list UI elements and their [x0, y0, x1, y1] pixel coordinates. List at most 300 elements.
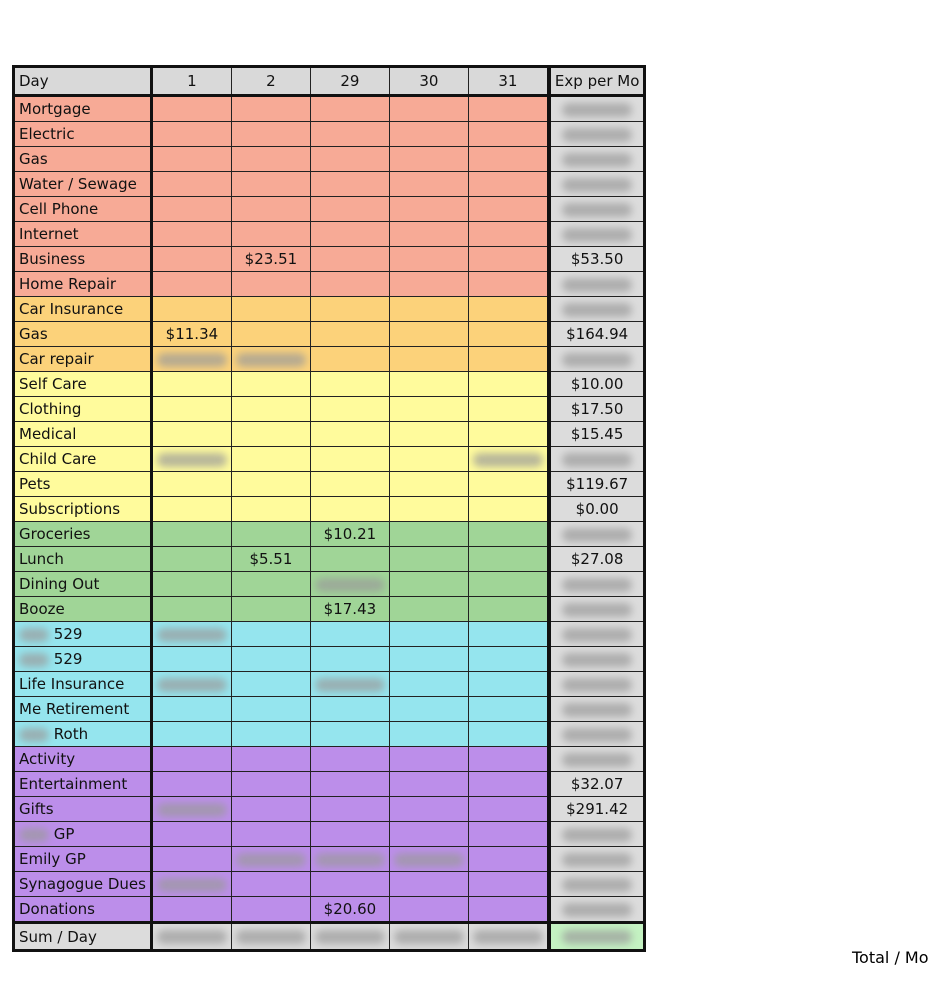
row-label-text: Roth [53, 725, 89, 743]
day-cell[interactable] [389, 197, 468, 222]
day-cell[interactable] [389, 272, 468, 297]
day-cell[interactable]: $5.51 [231, 547, 310, 572]
row-label[interactable] [14, 872, 152, 897]
table-row [14, 222, 645, 247]
day-cell[interactable] [468, 697, 549, 722]
row-label[interactable] [14, 372, 152, 397]
day-cell[interactable] [389, 572, 468, 597]
day-cell[interactable] [389, 96, 468, 122]
day-cell[interactable] [310, 772, 389, 797]
day-cell[interactable] [468, 172, 549, 197]
day-cell[interactable]: $10.21 [310, 522, 389, 547]
day-cell[interactable] [231, 222, 310, 247]
day-cell[interactable] [151, 697, 231, 722]
row-label[interactable] [14, 572, 152, 597]
exp-per-month-cell[interactable]: $17.50 [549, 397, 645, 422]
exp-per-month-cell[interactable]: $119.67 [549, 472, 645, 497]
day-cell[interactable] [310, 447, 389, 472]
row-label[interactable] [14, 747, 152, 772]
day-cell[interactable] [389, 722, 468, 747]
day-cell[interactable] [468, 272, 549, 297]
day-cell[interactable] [151, 472, 231, 497]
exp-per-month-cell[interactable] [549, 697, 645, 722]
day-cell[interactable] [389, 247, 468, 272]
day-cell[interactable] [151, 297, 231, 322]
redacted-value [562, 178, 632, 192]
row-label[interactable] [14, 422, 152, 447]
day-cell[interactable] [310, 122, 389, 147]
row-label-text: Self Care [19, 375, 87, 393]
day-cell[interactable] [231, 172, 310, 197]
day-cell[interactable] [151, 272, 231, 297]
header-day-31[interactable]: 31 [468, 67, 549, 96]
day-cell[interactable] [389, 147, 468, 172]
row-label[interactable] [14, 547, 152, 572]
day-cell[interactable] [310, 722, 389, 747]
day-cell[interactable] [151, 822, 231, 847]
day-cell[interactable] [468, 347, 549, 372]
day-cell[interactable]: $11.34 [151, 322, 231, 347]
day-cell[interactable] [231, 822, 310, 847]
table-row [14, 247, 645, 272]
row-label[interactable] [14, 297, 152, 322]
day-cell[interactable] [389, 397, 468, 422]
day-cell[interactable] [468, 722, 549, 747]
day-cell[interactable] [151, 447, 231, 472]
day-cell[interactable] [231, 96, 310, 122]
day-cell[interactable] [468, 497, 549, 522]
header-day-1[interactable]: 1 [151, 67, 231, 96]
day-cell[interactable] [310, 647, 389, 672]
exp-per-month-cell[interactable] [549, 447, 645, 472]
redacted-value [562, 628, 632, 642]
day-cell[interactable] [231, 322, 310, 347]
day-cell[interactable] [310, 347, 389, 372]
table-row [14, 322, 645, 347]
day-cell[interactable] [231, 372, 310, 397]
day-cell[interactable] [468, 247, 549, 272]
day-cell[interactable] [310, 372, 389, 397]
exp-per-month-cell[interactable] [549, 597, 645, 622]
day-cell[interactable] [231, 397, 310, 422]
day-cell[interactable] [151, 747, 231, 772]
exp-per-month-cell[interactable] [549, 272, 645, 297]
day-cell[interactable] [468, 847, 549, 872]
row-label[interactable] [14, 697, 152, 722]
day-cell[interactable] [151, 172, 231, 197]
day-cell[interactable]: $23.51 [231, 247, 310, 272]
row-label[interactable] [14, 647, 152, 672]
day-cell[interactable] [468, 797, 549, 822]
row-label[interactable] [14, 247, 152, 272]
exp-per-month-cell[interactable]: $0.00 [549, 497, 645, 522]
day-cell[interactable] [310, 547, 389, 572]
table-row [14, 147, 645, 172]
day-cell[interactable] [468, 447, 549, 472]
day-cell[interactable] [151, 847, 231, 872]
day-cell[interactable] [468, 472, 549, 497]
day-cell[interactable] [389, 747, 468, 772]
day-cell[interactable] [151, 96, 231, 122]
day-cell[interactable] [151, 647, 231, 672]
day-cell[interactable] [231, 697, 310, 722]
redacted-value [562, 453, 632, 467]
row-label-text: Subscriptions [19, 500, 121, 518]
exp-per-month-cell[interactable] [549, 197, 645, 222]
exp-per-month-cell[interactable] [549, 122, 645, 147]
day-cell[interactable] [468, 872, 549, 897]
day-cell[interactable] [151, 522, 231, 547]
header-row [14, 67, 645, 96]
header-day-2[interactable]: 2 [231, 67, 310, 96]
day-cell[interactable] [151, 547, 231, 572]
exp-per-month-cell[interactable] [549, 897, 645, 923]
total-month-cell[interactable] [549, 923, 645, 951]
day-cell[interactable] [310, 172, 389, 197]
day-cell[interactable] [231, 872, 310, 897]
row-label[interactable] [14, 172, 152, 197]
row-label-text: Activity [19, 750, 76, 768]
table-row [14, 122, 645, 147]
day-cell[interactable] [389, 697, 468, 722]
day-cell[interactable] [468, 597, 549, 622]
day-cell[interactable] [231, 672, 310, 697]
exp-per-month-cell[interactable] [549, 572, 645, 597]
exp-per-month-cell[interactable] [549, 622, 645, 647]
day-cell[interactable] [231, 472, 310, 497]
exp-per-month-cell[interactable] [549, 722, 645, 747]
table-row [14, 96, 645, 122]
row-label-text: 529 [53, 625, 83, 643]
day-cell[interactable] [151, 222, 231, 247]
row-label-text: Booze [19, 600, 65, 618]
header-day[interactable]: Day [14, 67, 152, 96]
exp-per-month-cell[interactable] [549, 347, 645, 372]
day-cell[interactable] [151, 372, 231, 397]
sum-day-cell[interactable] [151, 923, 231, 951]
table-row [14, 497, 645, 522]
row-label[interactable] [14, 96, 152, 122]
day-cell[interactable] [231, 122, 310, 147]
day-cell[interactable] [389, 647, 468, 672]
exp-per-month-cell[interactable] [549, 297, 645, 322]
day-cell[interactable] [231, 447, 310, 472]
day-cell[interactable] [310, 322, 389, 347]
day-cell[interactable] [231, 797, 310, 822]
day-cell[interactable] [468, 772, 549, 797]
row-label[interactable] [14, 522, 152, 547]
row-label[interactable] [14, 672, 152, 697]
row-label[interactable] [14, 397, 152, 422]
day-cell[interactable] [151, 197, 231, 222]
day-cell[interactable] [468, 522, 549, 547]
header-exp-per-month[interactable]: Exp per Mo [549, 67, 645, 96]
day-cell[interactable] [468, 147, 549, 172]
day-cell[interactable] [310, 472, 389, 497]
row-label[interactable] [14, 822, 152, 847]
day-cell[interactable] [389, 497, 468, 522]
day-cell[interactable] [389, 672, 468, 697]
header-day-29[interactable]: 29 [310, 67, 389, 96]
day-cell[interactable] [231, 572, 310, 597]
exp-per-month-cell[interactable] [549, 747, 645, 772]
exp-per-month-cell[interactable]: $10.00 [549, 372, 645, 397]
table-row [14, 547, 645, 572]
day-cell[interactable] [151, 247, 231, 272]
exp-per-month-cell[interactable] [549, 522, 645, 547]
day-cell[interactable] [389, 772, 468, 797]
exp-per-month-cell[interactable] [549, 147, 645, 172]
day-cell[interactable] [151, 872, 231, 897]
day-cell[interactable] [231, 747, 310, 772]
day-cell[interactable] [310, 622, 389, 647]
day-cell[interactable] [231, 522, 310, 547]
row-label[interactable] [14, 797, 152, 822]
exp-per-month-cell[interactable] [549, 222, 645, 247]
day-cell[interactable] [389, 597, 468, 622]
exp-per-month-cell[interactable] [549, 847, 645, 872]
row-label-text: GP [53, 825, 75, 843]
day-cell[interactable] [151, 397, 231, 422]
day-cell[interactable] [151, 347, 231, 372]
day-cell[interactable] [310, 397, 389, 422]
day-cell[interactable] [389, 847, 468, 872]
day-cell[interactable] [468, 372, 549, 397]
day-cell[interactable] [389, 872, 468, 897]
row-label-text: Me Retirement [19, 700, 130, 718]
table-row [14, 372, 645, 397]
sum-row [14, 923, 645, 951]
row-label[interactable] [14, 597, 152, 622]
row-label-text: Car repair [19, 350, 94, 368]
day-cell[interactable] [151, 672, 231, 697]
day-cell[interactable] [310, 497, 389, 522]
day-cell[interactable] [468, 747, 549, 772]
sum-day-cell[interactable] [468, 923, 549, 951]
day-cell[interactable] [231, 897, 310, 923]
day-cell[interactable] [389, 622, 468, 647]
table-row [14, 797, 645, 822]
redacted-value [562, 353, 632, 367]
day-cell[interactable] [231, 647, 310, 672]
day-cell[interactable] [468, 222, 549, 247]
row-label[interactable] [14, 347, 152, 372]
row-label[interactable] [14, 897, 152, 923]
day-cell[interactable] [389, 297, 468, 322]
day-cell[interactable] [468, 96, 549, 122]
redacted-value [236, 853, 306, 867]
day-cell[interactable] [151, 497, 231, 522]
table-row [14, 622, 645, 647]
exp-per-month-cell[interactable]: $291.42 [549, 797, 645, 822]
exp-per-month-cell[interactable]: $164.94 [549, 322, 645, 347]
day-cell[interactable] [151, 572, 231, 597]
row-label[interactable] [14, 472, 152, 497]
table-row [14, 347, 645, 372]
redacted-value [562, 128, 632, 142]
row-label[interactable] [14, 272, 152, 297]
day-cell[interactable] [389, 522, 468, 547]
row-label[interactable] [14, 222, 152, 247]
day-cell[interactable] [468, 897, 549, 923]
redacted-value [562, 103, 632, 117]
day-cell[interactable] [389, 797, 468, 822]
day-cell[interactable] [468, 822, 549, 847]
day-cell[interactable] [389, 472, 468, 497]
day-cell[interactable] [389, 222, 468, 247]
sum-day-cell[interactable] [231, 923, 310, 951]
exp-per-month-cell[interactable] [549, 872, 645, 897]
day-cell[interactable] [389, 122, 468, 147]
day-cell[interactable] [151, 772, 231, 797]
table-row [14, 197, 645, 222]
day-cell[interactable] [151, 147, 231, 172]
day-cell[interactable] [389, 347, 468, 372]
row-label[interactable] [14, 722, 152, 747]
day-cell[interactable] [151, 722, 231, 747]
exp-per-month-cell[interactable]: $53.50 [549, 247, 645, 272]
row-label[interactable] [14, 447, 152, 472]
row-label[interactable] [14, 197, 152, 222]
day-cell[interactable] [151, 597, 231, 622]
day-cell[interactable] [389, 547, 468, 572]
header-day-30[interactable]: 30 [389, 67, 468, 96]
redacted-value [315, 678, 385, 692]
redacted-value [562, 603, 632, 617]
day-cell[interactable] [151, 622, 231, 647]
day-cell[interactable] [231, 772, 310, 797]
day-cell[interactable] [310, 147, 389, 172]
table-row [14, 572, 645, 597]
day-cell[interactable]: $17.43 [310, 597, 389, 622]
row-label[interactable] [14, 147, 152, 172]
exp-per-month-cell[interactable] [549, 672, 645, 697]
row-label-text: 529 [53, 650, 83, 668]
day-cell[interactable] [310, 847, 389, 872]
day-cell[interactable] [468, 397, 549, 422]
redacted-value [473, 453, 543, 467]
day-cell[interactable] [468, 672, 549, 697]
day-cell[interactable] [231, 597, 310, 622]
day-cell[interactable] [389, 447, 468, 472]
redacted-value [562, 930, 632, 944]
day-cell[interactable] [468, 572, 549, 597]
exp-per-month-cell[interactable]: $27.08 [549, 547, 645, 572]
day-cell[interactable] [468, 197, 549, 222]
day-cell[interactable] [310, 872, 389, 897]
sum-label[interactable]: Sum / Day [14, 923, 152, 951]
day-cell[interactable] [468, 547, 549, 572]
exp-per-month-cell[interactable] [549, 172, 645, 197]
day-cell[interactable] [310, 272, 389, 297]
day-cell[interactable] [231, 147, 310, 172]
table-row [14, 697, 645, 722]
day-cell[interactable] [231, 847, 310, 872]
day-cell[interactable] [310, 222, 389, 247]
day-cell[interactable] [310, 197, 389, 222]
exp-per-month-cell[interactable]: $15.45 [549, 422, 645, 447]
redacted-value [562, 753, 632, 767]
day-cell[interactable] [151, 122, 231, 147]
day-cell[interactable] [310, 247, 389, 272]
day-cell[interactable] [310, 96, 389, 122]
row-label[interactable] [14, 847, 152, 872]
day-cell[interactable] [231, 197, 310, 222]
day-cell[interactable] [231, 297, 310, 322]
day-cell[interactable]: $20.60 [310, 897, 389, 923]
day-cell[interactable] [310, 572, 389, 597]
day-cell[interactable] [468, 122, 549, 147]
day-cell[interactable] [310, 822, 389, 847]
redacted-value [562, 203, 632, 217]
day-cell[interactable] [389, 322, 468, 347]
row-label-text: Water / Sewage [19, 175, 137, 193]
row-label-text: Dining Out [19, 575, 100, 593]
day-cell[interactable] [310, 422, 389, 447]
day-cell[interactable] [231, 622, 310, 647]
row-label-text: Groceries [19, 525, 91, 543]
sum-day-cell[interactable] [310, 923, 389, 951]
day-cell[interactable] [389, 897, 468, 923]
day-cell[interactable] [151, 797, 231, 822]
row-label-text: Entertainment [19, 775, 128, 793]
day-cell[interactable] [231, 722, 310, 747]
day-cell[interactable] [389, 822, 468, 847]
exp-per-month-cell[interactable] [549, 96, 645, 122]
row-label[interactable] [14, 497, 152, 522]
day-cell[interactable] [468, 647, 549, 672]
row-label-text: Home Repair [19, 275, 117, 293]
row-label[interactable] [14, 772, 152, 797]
day-cell[interactable] [389, 372, 468, 397]
day-cell[interactable] [310, 297, 389, 322]
redacted-value [562, 228, 632, 242]
day-cell[interactable] [310, 672, 389, 697]
exp-per-month-cell[interactable] [549, 647, 645, 672]
row-label[interactable] [14, 622, 152, 647]
exp-per-month-cell[interactable]: $32.07 [549, 772, 645, 797]
row-label[interactable] [14, 322, 152, 347]
day-cell[interactable] [231, 347, 310, 372]
day-cell[interactable] [468, 322, 549, 347]
day-cell[interactable] [468, 622, 549, 647]
day-cell[interactable] [231, 497, 310, 522]
day-cell[interactable] [310, 797, 389, 822]
day-cell[interactable] [468, 422, 549, 447]
day-cell[interactable] [151, 897, 231, 923]
day-cell[interactable] [389, 422, 468, 447]
row-label-text: Donations [19, 900, 95, 918]
day-cell[interactable] [310, 697, 389, 722]
redacted-value [562, 828, 632, 842]
day-cell[interactable] [151, 422, 231, 447]
row-label[interactable] [14, 122, 152, 147]
day-cell[interactable] [310, 747, 389, 772]
day-cell[interactable] [468, 297, 549, 322]
row-label-text: Cell Phone [19, 200, 99, 218]
day-cell[interactable] [389, 172, 468, 197]
day-cell[interactable] [231, 422, 310, 447]
sum-day-cell[interactable] [389, 923, 468, 951]
day-cell[interactable] [231, 272, 310, 297]
table-row [14, 597, 645, 622]
row-label-text: Gifts [19, 800, 54, 818]
redacted-value [562, 153, 632, 167]
table-row [14, 872, 645, 897]
redacted-value [394, 930, 464, 944]
redacted-value [394, 853, 464, 867]
exp-per-month-cell[interactable] [549, 822, 645, 847]
